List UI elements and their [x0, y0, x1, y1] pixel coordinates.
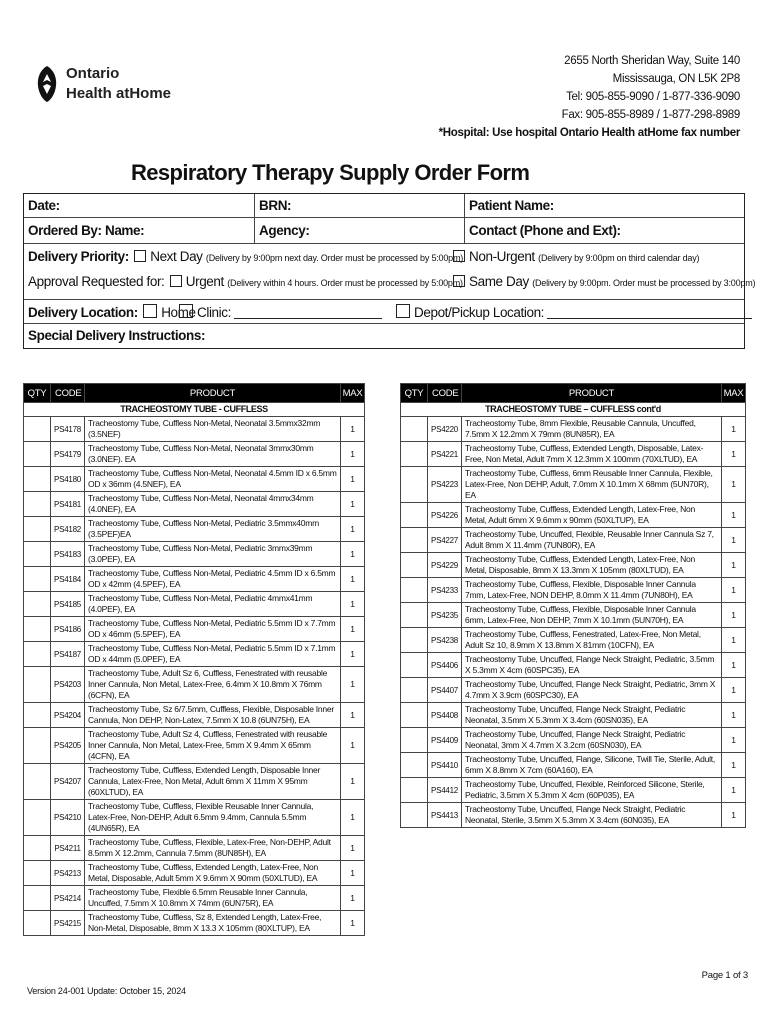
qty-cell[interactable] [401, 703, 428, 728]
product-cell: Tracheostomy Tube, 8mm Flexible, Reusable Cannula, Uncuffed, 7.5mm X 12.2mm X 79mm (8UN85R), EA [462, 417, 722, 442]
code-cell: PS4226 [428, 503, 462, 528]
table-row [401, 628, 746, 653]
address-block [439, 52, 740, 142]
table-row [24, 567, 365, 592]
agency-field[interactable]: Agency: [259, 223, 310, 238]
qty-cell[interactable] [401, 603, 428, 628]
product-cell: Tracheostomy Tube, Cuffless, Flexible, Disposable Inner Cannula 6mm, Latex-Free, Non DEHP, 7mm X 10.1mm (5UN70H), EA [462, 603, 722, 628]
qty-cell[interactable] [401, 778, 428, 803]
qty-cell[interactable] [24, 442, 51, 467]
max-cell: 1 [341, 492, 365, 517]
product-cell: Tracheostomy Tube, Cuffless, Extended Length, Latex-Free, Non Metal, Disposable, 8mm X 13.3mm X 105mm (80XLTUD), EA [462, 553, 722, 578]
product-cell: Tracheostomy Tube, Cuffless, 6mm Reusable Inner Cannula, Flexible, Latex-Free, Non DEHP, Adult, 7.0mm X 10.1mm X 68mm (5UN70R), EA [462, 467, 722, 503]
qty-cell[interactable] [401, 467, 428, 503]
code-cell: PS4204 [51, 703, 85, 728]
qty-cell[interactable] [401, 578, 428, 603]
table-row [401, 503, 746, 528]
clinic-label: Clinic: [197, 305, 231, 320]
home-checkbox[interactable] [143, 304, 157, 318]
next-day-note: (Delivery by 9:00pm next day. Order must be processed by 5:00pm) [205, 253, 464, 263]
table-row [401, 778, 746, 803]
product-cell: Tracheostomy Tube, Cuffless Non-Metal, Neonatal 3mmx30mm (3.0NEF). EA [85, 442, 341, 467]
code-cell: PS4184 [51, 567, 85, 592]
table-row [401, 728, 746, 753]
table-header-row [24, 384, 365, 403]
max-cell: 1 [722, 503, 746, 528]
qty-cell[interactable] [24, 911, 51, 936]
table-row [24, 886, 365, 911]
table-row [401, 753, 746, 778]
product-cell: Tracheostomy Tube, Cuffless Non-Metal, Neonatal 4mmx34mm (4.0NEF), EA [85, 492, 341, 517]
max-header: MAX [722, 384, 746, 403]
code-cell: PS4180 [51, 467, 85, 492]
max-cell: 1 [722, 653, 746, 678]
qty-cell[interactable] [401, 503, 428, 528]
max-cell: 1 [722, 678, 746, 703]
product-cell: Tracheostomy Tube, Uncuffed, Flange Neck Straight, Pediatric Neonatal, 3.5mm X 5.3mm X 3.4cm (60SN035), EA [462, 703, 722, 728]
max-cell: 1 [341, 592, 365, 617]
special-instructions-label[interactable]: Special Delivery Instructions: [28, 328, 206, 343]
product-cell: Tracheostomy Tube, Cuffless, Extended Length, Disposable, Latex-Free, Non Metal, Adult 7mm X 12.3mm X 100mm (70XLTUD), EA [462, 442, 722, 467]
org-name-line2: Health atHome [66, 85, 172, 102]
address-line: Mississauga, ON L5K 2P8 [612, 73, 740, 85]
qty-cell[interactable] [24, 617, 51, 642]
qty-cell[interactable] [24, 703, 51, 728]
non-urgent-note: (Delivery by 9:00pm on third calendar day) [538, 253, 700, 263]
product-cell: Tracheostomy Tube, Cuffless, Extended Length, Disposable Inner Cannula, Latex-Free, Non Metal, Adult 6mm X 11mm X 95mm (60XLTUD), EA [85, 764, 341, 800]
qty-cell[interactable] [24, 567, 51, 592]
code-cell: PS4182 [51, 517, 85, 542]
qty-cell[interactable] [24, 467, 51, 492]
max-cell: 1 [722, 753, 746, 778]
depot-checkbox[interactable] [396, 304, 410, 318]
qty-header: QTY [24, 384, 51, 403]
code-cell: PS4185 [51, 592, 85, 617]
max-cell: 1 [341, 442, 365, 467]
code-cell: PS4187 [51, 642, 85, 667]
max-cell: 1 [341, 764, 365, 800]
product-cell: Tracheostomy Tube, Uncuffed, Flexible, Reinforced Silicone, Sterile, Pediatric, 3.5mm X 5.3mm X 4cm (60P035), EA [462, 778, 722, 803]
table-row [24, 764, 365, 800]
qty-cell[interactable] [401, 442, 428, 467]
max-cell: 1 [341, 861, 365, 886]
max-cell: 1 [341, 703, 365, 728]
code-cell: PS4233 [428, 578, 462, 603]
max-cell: 1 [722, 553, 746, 578]
brn-field[interactable]: BRN: [259, 198, 292, 213]
patient-name-field[interactable]: Patient Name: [469, 198, 554, 213]
code-cell: PS4215 [51, 911, 85, 936]
product-cell: Tracheostomy Tube, Uncuffed, Flange Neck Straight, Pediatric, 3mm X 4.7mm X 3.9cm (60SPC30), EA [462, 678, 722, 703]
qty-cell[interactable] [401, 803, 428, 828]
product-header: PRODUCT [462, 384, 722, 403]
table-row [401, 578, 746, 603]
approval-label: Approval Requested for: [28, 274, 165, 289]
table-row [24, 467, 365, 492]
table-row [401, 703, 746, 728]
code-cell: PS4205 [51, 728, 85, 764]
non-urgent-checkbox[interactable] [453, 250, 465, 262]
max-cell: 1 [341, 417, 365, 442]
section-title: TRACHEOSTOMY TUBE - CUFFLESS [24, 403, 365, 417]
code-cell: PS4186 [51, 617, 85, 642]
code-cell: PS4227 [428, 528, 462, 553]
code-cell: PS4409 [428, 728, 462, 753]
table-row [24, 492, 365, 517]
table-header-row [401, 384, 746, 403]
max-cell: 1 [722, 528, 746, 553]
code-cell: PS4235 [428, 603, 462, 628]
section-header-row [401, 403, 746, 417]
product-cell: Tracheostomy Tube, Cuffless Non-Metal, Neonatal 3.5mmx32mm (3.5NEF) [85, 417, 341, 442]
max-cell: 1 [341, 567, 365, 592]
max-cell: 1 [341, 886, 365, 911]
qty-cell[interactable] [401, 728, 428, 753]
ontario-trillium-logo-icon [36, 64, 58, 104]
product-header: PRODUCT [85, 384, 341, 403]
qty-cell[interactable] [401, 678, 428, 703]
same-day-note: (Delivery by 9:00pm. Order must be processed by 3:00pm) [532, 278, 756, 288]
qty-cell[interactable] [24, 542, 51, 567]
hospital-note: *Hospital: Use hospital Ontario Health atHome fax number [438, 127, 740, 139]
code-cell: PS4210 [51, 800, 85, 836]
code-cell: PS4179 [51, 442, 85, 467]
product-cell: Tracheostomy Tube, Adult Sz 4, Cuffless, Fenestrated with reusable Inner Cannula, Non Metal, Latex-Free, 5mm X 9.4mm X 65mm (4CFN), EA [85, 728, 341, 764]
same-day-label: Same Day [469, 274, 529, 289]
max-cell: 1 [722, 628, 746, 653]
code-cell: PS4413 [428, 803, 462, 828]
next-day-label: Next Day [150, 249, 203, 264]
date-field[interactable]: Date: [28, 198, 60, 213]
max-cell: 1 [722, 778, 746, 803]
left-product-table [23, 383, 365, 936]
urgent-note: (Delivery within 4 hours. Order must be processed by 5:00pm) [227, 278, 463, 288]
clinic-checkbox[interactable] [179, 304, 193, 318]
table-row [24, 542, 365, 567]
max-cell: 1 [341, 542, 365, 567]
page-number: Page 1 of 3 [701, 970, 748, 981]
table-row [401, 528, 746, 553]
code-cell: PS4238 [428, 628, 462, 653]
table-row [401, 417, 746, 442]
max-cell: 1 [341, 667, 365, 703]
table-row [24, 517, 365, 542]
non-urgent-label: Non-Urgent [469, 249, 535, 264]
code-header: CODE [51, 384, 85, 403]
qty-cell[interactable] [24, 728, 51, 764]
code-cell: PS4214 [51, 886, 85, 911]
code-cell: PS4221 [428, 442, 462, 467]
max-cell: 1 [341, 617, 365, 642]
qty-cell[interactable] [24, 492, 51, 517]
address-line: 2655 North Sheridan Way, Suite 140 [564, 55, 740, 67]
code-cell: PS4207 [51, 764, 85, 800]
urgent-checkbox[interactable] [170, 275, 182, 287]
phone-line: Tel: 905-855-9090 / 1-877-336-9090 [566, 91, 740, 103]
max-cell: 1 [722, 728, 746, 753]
table-row [401, 678, 746, 703]
max-cell: 1 [341, 800, 365, 836]
qty-cell[interactable] [401, 417, 428, 442]
delivery-priority-label: Delivery Priority: [28, 249, 129, 264]
product-cell: Tracheostomy Tube, Cuffless, Flexible Reusable Inner Cannula, Latex-Free, Non-DEHP, Adult 6.5mm 9.4mm, Cannula 5.5mm (4UN65R), EA [85, 800, 341, 836]
product-cell: Tracheostomy Tube, Cuffless Non-Metal, Pediatric 4mmx41mm (4.0PEF), EA [85, 592, 341, 617]
max-cell: 1 [722, 603, 746, 628]
qty-cell[interactable] [24, 642, 51, 667]
max-cell: 1 [341, 467, 365, 492]
table-row [401, 467, 746, 503]
qty-cell[interactable] [24, 800, 51, 836]
table-row [24, 836, 365, 861]
qty-cell[interactable] [401, 753, 428, 778]
max-header: MAX [341, 384, 365, 403]
table-row [24, 728, 365, 764]
qty-cell[interactable] [24, 517, 51, 542]
code-cell: PS4408 [428, 703, 462, 728]
code-cell: PS4203 [51, 667, 85, 703]
product-cell: Tracheostomy Tube, Uncuffed, Flange, Silicone, Twill Tie, Sterile, Adult, 6mm X 8.8mm X 7cm (60A160), EA [462, 753, 722, 778]
table-row [24, 800, 365, 836]
product-cell: Tracheostomy Tube, Cuffless Non-Metal, Pediatric 3.5mmx40mm (3.5PEF)EA [85, 517, 341, 542]
order-info-box [23, 193, 756, 349]
product-cell: Tracheostomy Tube, Cuffless, Flexible, Latex-Free, Non-DEHP, Adult 8.5mm X 12.2mm, Cannula 7.5mm (8UN85H), EA [85, 836, 341, 861]
product-cell: Tracheostomy Tube, Uncuffed, Flange Neck Straight, Pediatric Neonatal, Sterile, 3.5mm X 5.3mm X 3.4cm (60N035), EA [462, 803, 722, 828]
right-product-table [400, 383, 746, 828]
table-row [24, 667, 365, 703]
code-cell: PS4213 [51, 861, 85, 886]
version-note: Version 24-001 Update: October 15, 2024 [27, 986, 186, 996]
max-cell: 1 [341, 836, 365, 861]
qty-header: QTY [401, 384, 428, 403]
urgent-label: Urgent [185, 274, 224, 289]
product-cell: Tracheostomy Tube, Cuffless, Flexible, Disposable Inner Cannula 7mm, Latex-Free, NON DEHP, 8.0mm X 11.4mm (7UN80H), EA [462, 578, 722, 603]
max-cell: 1 [722, 467, 746, 503]
table-row [24, 911, 365, 936]
code-cell: PS4410 [428, 753, 462, 778]
max-cell: 1 [722, 578, 746, 603]
qty-cell[interactable] [401, 628, 428, 653]
product-cell: Tracheostomy Tube, Cuffless Non-Metal, Pediatric 5.5mm ID x 7.1mm OD x 44mm (5.0PEF), EA [85, 642, 341, 667]
clinic-input-line[interactable] [234, 307, 382, 319]
product-cell: Tracheostomy Tube, Uncuffed, Flexible, Reusable Inner Cannula Sz 7, Adult 8mm X 11.4mm (7UN80R), EA [462, 528, 722, 553]
table-row [24, 642, 365, 667]
table-row [401, 442, 746, 467]
code-cell: PS4407 [428, 678, 462, 703]
max-cell: 1 [341, 642, 365, 667]
delivery-location-label: Delivery Location: [28, 305, 138, 320]
info-row-2 [24, 218, 744, 244]
code-cell: PS4223 [428, 467, 462, 503]
table-row [24, 617, 365, 642]
qty-cell[interactable] [24, 836, 51, 861]
max-cell: 1 [341, 517, 365, 542]
info-row-1 [24, 194, 744, 218]
product-cell: Tracheostomy Tube, Cuffless Non-Metal, Pediatric 5.5mm ID x 7.7mm OD x 46mm (5.5PEF), EA [85, 617, 341, 642]
table-row [401, 803, 746, 828]
product-cell: Tracheostomy Tube, Uncuffed, Flange Neck Straight, Pediatric, 3.5mm X 5.3mm X 4cm (60SPC35), EA [462, 653, 722, 678]
depot-input-line[interactable] [547, 307, 752, 319]
qty-cell[interactable] [401, 553, 428, 578]
product-cell: Tracheostomy Tube, Cuffless Non-Metal, Pediatric 3mmx39mm (3.0PEF), EA [85, 542, 341, 567]
qty-cell[interactable] [24, 592, 51, 617]
table-row [24, 861, 365, 886]
product-cell: Tracheostomy Tube, Cuffless Non-Metal, Neonatal 4.5mm ID x 6.5mm OD x 36mm (4.5NEF), EA [85, 467, 341, 492]
fax-line: Fax: 905-855-8989 / 1-877-298-8989 [561, 109, 740, 121]
max-cell: 1 [341, 911, 365, 936]
next-day-checkbox[interactable] [134, 250, 146, 262]
table-row [24, 703, 365, 728]
section-header-row [24, 403, 365, 417]
org-name [66, 64, 171, 104]
product-cell: Tracheostomy Tube, Cuffless, Fenestrated, Latex-Free, Non Metal, Adult Sz 10, 8.9mm X 13.8mm X 81mm (10CFN), EA [462, 628, 722, 653]
special-instructions-row [24, 324, 744, 348]
table-row [24, 592, 365, 617]
page-title: Respiratory Therapy Supply Order Form [131, 160, 530, 185]
table-row [401, 603, 746, 628]
product-cell: Tracheostomy Tube, Cuffless, Extended Length, Latex-Free, Non Metal, Adult 6mm X 9.6mm x 90mm (50XLTUP), EA [462, 503, 722, 528]
same-day-checkbox[interactable] [453, 275, 465, 287]
max-cell: 1 [722, 417, 746, 442]
qty-cell[interactable] [24, 861, 51, 886]
max-cell: 1 [722, 703, 746, 728]
code-cell: PS4220 [428, 417, 462, 442]
product-cell: Tracheostomy Tube, Uncuffed, Flange Neck Straight, Pediatric Neonatal, 3mm X 4.7mm X 3.2cm (60SN030), EA [462, 728, 722, 753]
code-cell: PS4412 [428, 778, 462, 803]
code-cell: PS4183 [51, 542, 85, 567]
code-cell: PS4211 [51, 836, 85, 861]
code-cell: PS4229 [428, 553, 462, 578]
table-row [24, 417, 365, 442]
max-cell: 1 [722, 803, 746, 828]
section-title: TRACHEOSTOMY TUBE – CUFFLESS cont'd [401, 403, 746, 417]
table-row [401, 553, 746, 578]
qty-cell[interactable] [24, 417, 51, 442]
max-cell: 1 [341, 728, 365, 764]
qty-cell[interactable] [24, 886, 51, 911]
code-cell: PS4406 [428, 653, 462, 678]
code-header: CODE [428, 384, 462, 403]
product-cell: Tracheostomy Tube, Cuffless Non-Metal, Pediatric 4.5mm ID x 6.5mm OD x 42mm (4.5PEF), EA [85, 567, 341, 592]
product-cell: Tracheostomy Tube, Sz 6/7.5mm, Cuffless, Flexible, Disposable Inner Cannula, Non DEHP, Non-Latex, 7.5mm X 10.8 (6UN75H), EA [85, 703, 341, 728]
max-cell: 1 [722, 442, 746, 467]
qty-cell[interactable] [24, 764, 51, 800]
product-cell: Tracheostomy Tube, Cuffless, Sz 8, Extended Length, Latex-Free, Non-Metal, Disposable, 8mm X 13.3 X 105mm (80XLTUP), EA [85, 911, 341, 936]
product-cell: Tracheostomy Tube, Flexible 6.5mm Reusable Inner Cannula, Uncuffed, 7.5mm X 10.8mm X 74mm (6UN75R), EA [85, 886, 341, 911]
product-cell: Tracheostomy Tube, Cuffless, Extended Length, Latex-Free, Non Metal, Disposable, Adult 5mm X 9.6mm X 90mm (50XLTUD), EA [85, 861, 341, 886]
code-cell: PS4178 [51, 417, 85, 442]
home-label: Home [161, 305, 196, 320]
table-row [24, 442, 365, 467]
org-name-line1: Ontario [66, 65, 120, 82]
table-row [401, 653, 746, 678]
depot-label: Depot/Pickup Location: [414, 305, 545, 320]
product-cell: Tracheostomy Tube, Adult Sz 6, Cuffless, Fenestrated with reusable Inner Cannula, Non Metal, Latex-Free, 6.4mm X 10.8mm X 76mm (6CFN), EA [85, 667, 341, 703]
qty-cell[interactable] [401, 528, 428, 553]
code-cell: PS4181 [51, 492, 85, 517]
delivery-priority-row [24, 244, 756, 300]
delivery-location-row [24, 300, 744, 324]
contact-field[interactable]: Contact (Phone and Ext): [469, 223, 621, 238]
ordered-by-field[interactable]: Ordered By: Name: [28, 223, 145, 238]
qty-cell[interactable] [24, 667, 51, 703]
qty-cell[interactable] [401, 653, 428, 678]
